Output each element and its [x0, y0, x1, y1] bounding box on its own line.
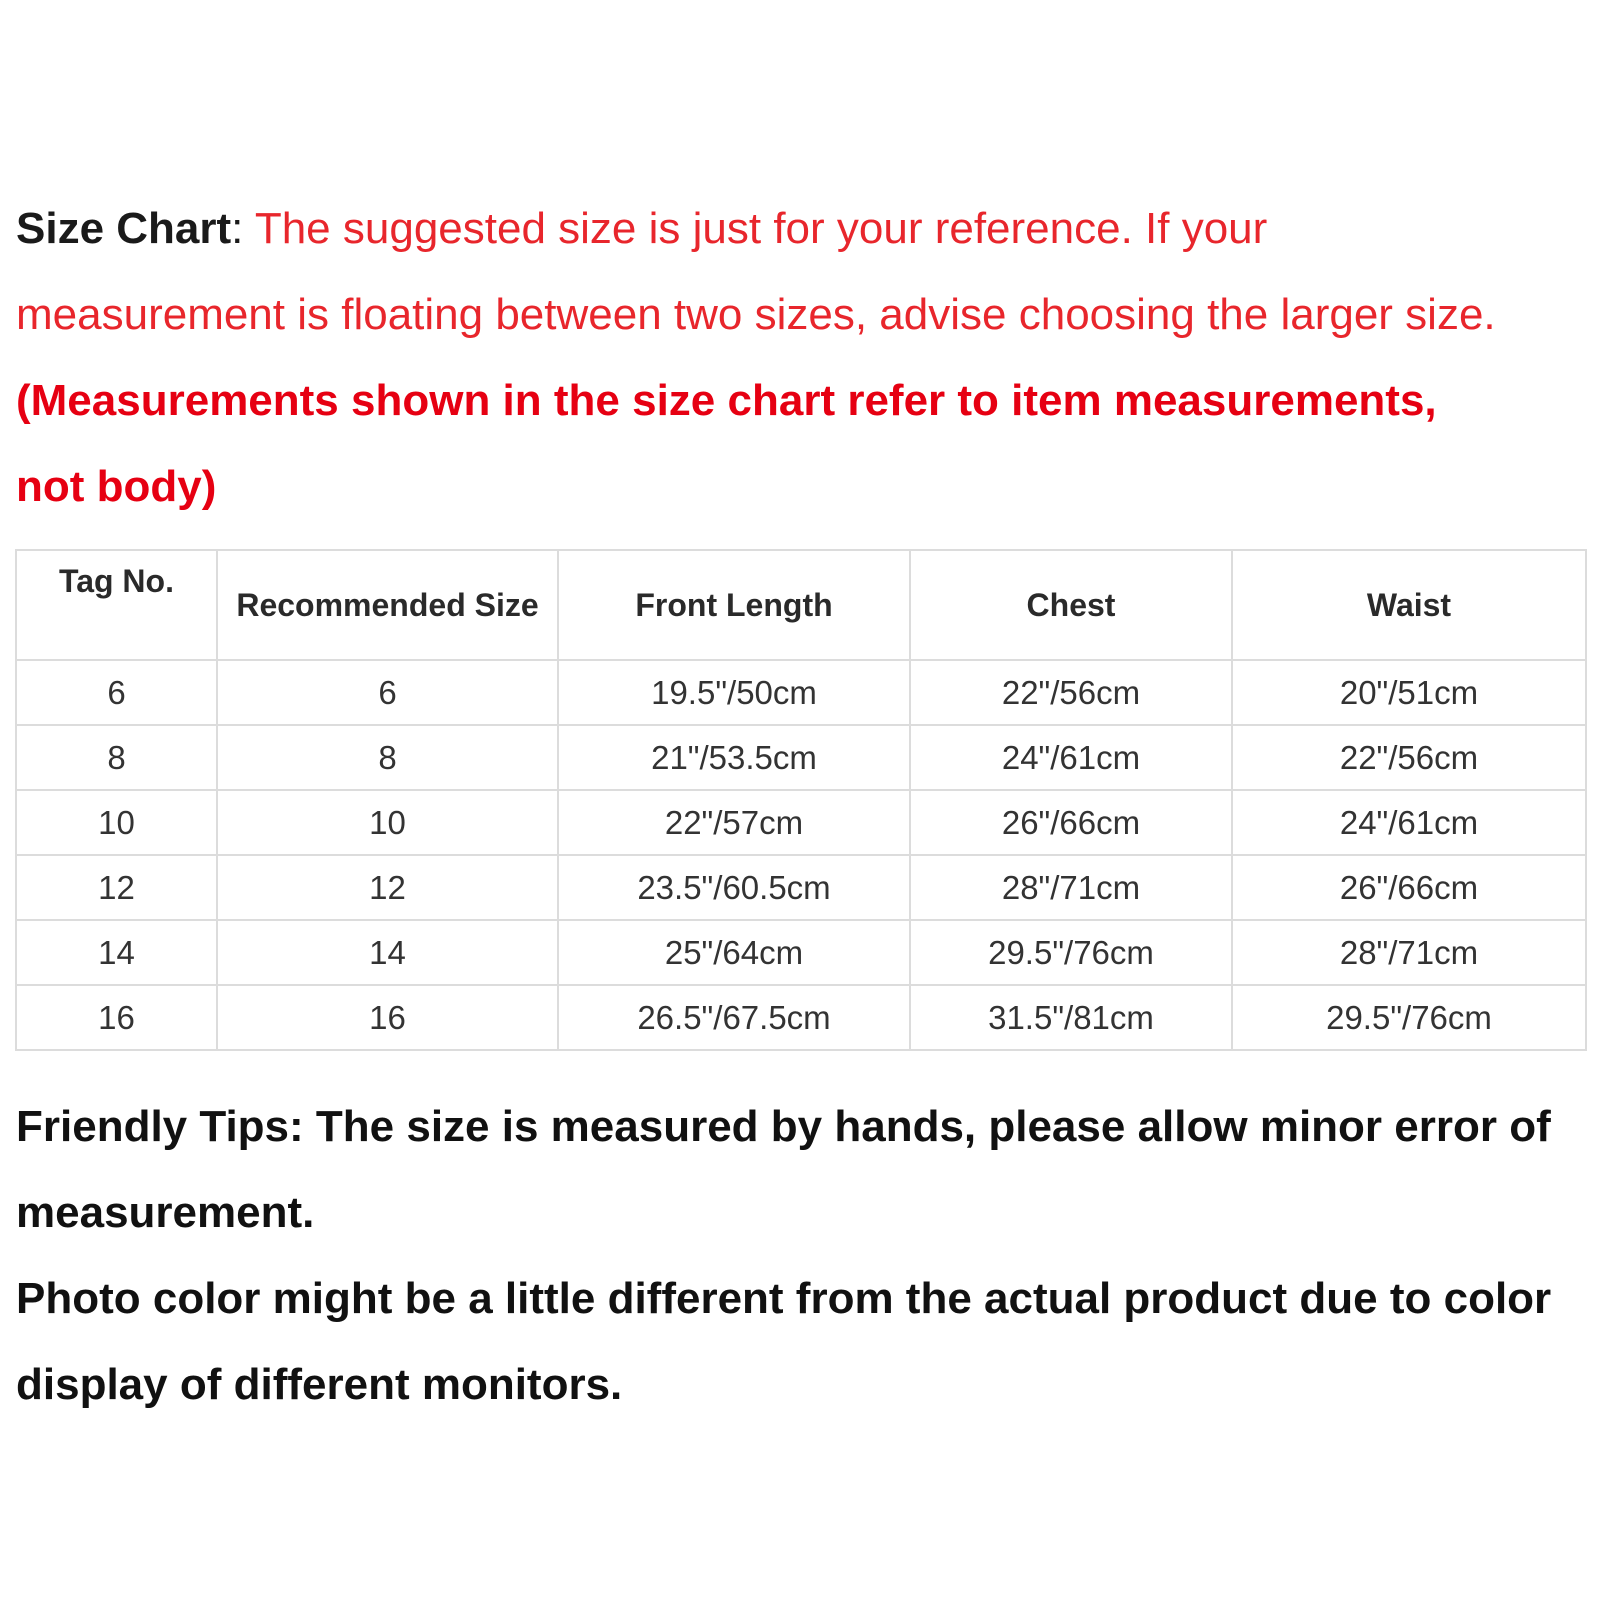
cell-recommended-size: 10 — [217, 790, 558, 855]
cell-tag-no: 12 — [16, 855, 217, 920]
cell-waist: 26"/66cm — [1232, 855, 1586, 920]
size-chart-intro — [16, 186, 1516, 530]
cell-chest: 29.5"/76cm — [910, 920, 1232, 985]
cell-waist: 24"/61cm — [1232, 790, 1586, 855]
cell-tag-no: 14 — [16, 920, 217, 985]
table-row — [16, 790, 1586, 855]
cell-tag-no: 6 — [16, 660, 217, 725]
cell-tag-no: 16 — [16, 985, 217, 1050]
cell-recommended-size: 8 — [217, 725, 558, 790]
tips-measurement-error: Friendly Tips: The size is measured by hands, please allow minor error of measurement. — [16, 1102, 1551, 1237]
cell-front-length: 23.5"/60.5cm — [558, 855, 910, 920]
table-row — [16, 725, 1586, 790]
header-front-length: Front Length — [558, 550, 910, 660]
cell-recommended-size: 16 — [217, 985, 558, 1050]
table-row — [16, 920, 1586, 985]
header-tag-no: Tag No. — [16, 550, 217, 660]
cell-chest: 26"/66cm — [910, 790, 1232, 855]
friendly-tips — [16, 1084, 1576, 1428]
table-header-row — [16, 550, 1586, 660]
size-chart-label: Size Chart — [16, 204, 232, 253]
cell-waist: 22"/56cm — [1232, 725, 1586, 790]
cell-tag-no: 8 — [16, 725, 217, 790]
cell-waist: 29.5"/76cm — [1232, 985, 1586, 1050]
cell-recommended-size: 12 — [217, 855, 558, 920]
header-waist: Waist — [1232, 550, 1586, 660]
cell-chest: 22"/56cm — [910, 660, 1232, 725]
cell-chest: 28"/71cm — [910, 855, 1232, 920]
cell-waist: 20"/51cm — [1232, 660, 1586, 725]
table-row — [16, 985, 1586, 1050]
table-row — [16, 855, 1586, 920]
cell-chest: 24"/61cm — [910, 725, 1232, 790]
cell-front-length: 19.5"/50cm — [558, 660, 910, 725]
size-table — [15, 549, 1587, 1051]
cell-front-length: 25"/64cm — [558, 920, 910, 985]
size-chart-reference-note: The suggested size is just for your reference. If your measurement is floating between two sizes, advise choosing the larger size. — [16, 204, 1496, 339]
cell-front-length: 21"/53.5cm — [558, 725, 910, 790]
header-recommended-size: Recommended Size — [217, 550, 558, 660]
size-chart-colon: : — [231, 204, 244, 253]
cell-front-length: 26.5"/67.5cm — [558, 985, 910, 1050]
cell-waist: 28"/71cm — [1232, 920, 1586, 985]
cell-tag-no: 10 — [16, 790, 217, 855]
cell-chest: 31.5"/81cm — [910, 985, 1232, 1050]
cell-recommended-size: 14 — [217, 920, 558, 985]
tips-photo-color: Photo color might be a little different from the actual product due to color display of different monitors. — [16, 1274, 1552, 1409]
header-chest: Chest — [910, 550, 1232, 660]
cell-recommended-size: 6 — [217, 660, 558, 725]
size-chart-measurement-note: (Measurements shown in the size chart refer to item measurements, not body) — [16, 376, 1437, 511]
table-row — [16, 660, 1586, 725]
cell-front-length: 22"/57cm — [558, 790, 910, 855]
